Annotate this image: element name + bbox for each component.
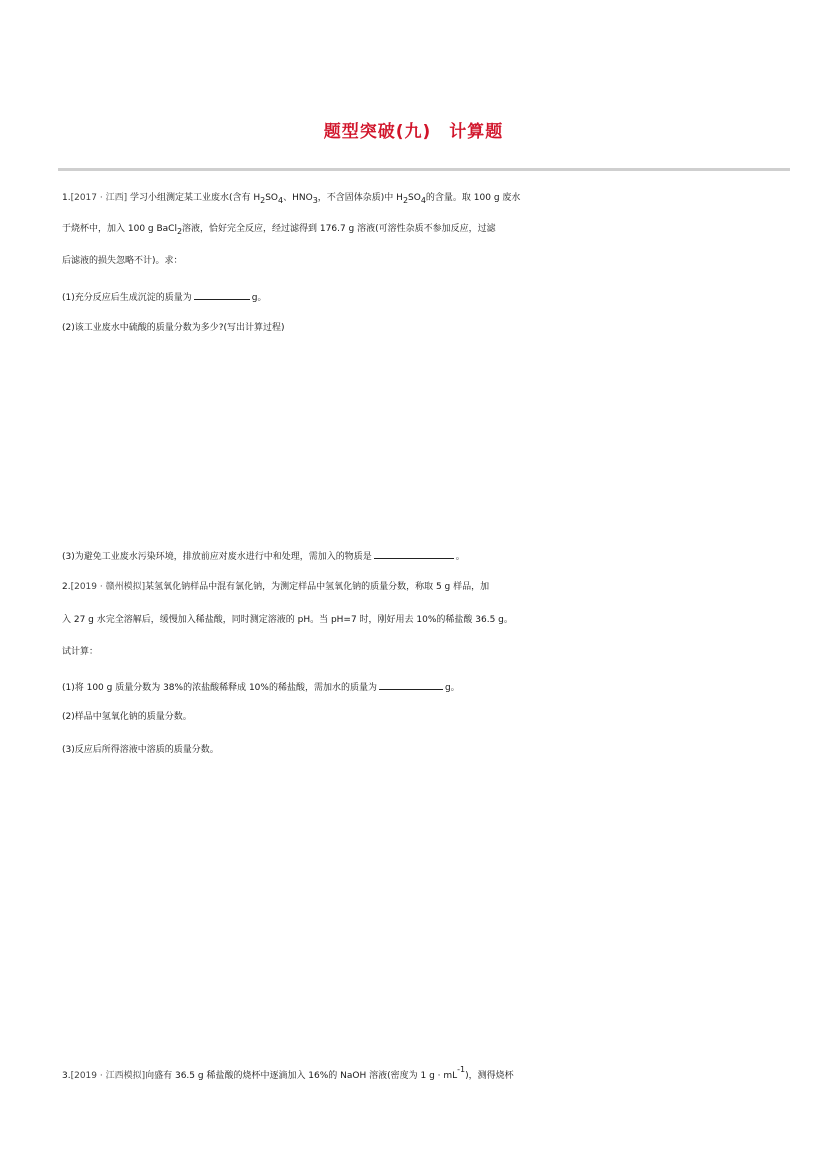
q2-line-2: 入 27 g 水完全溶解后，缓慢加入稀盐酸，同时测定溶液的 pH。当 pH=7 时，刚好用去 10%的稀盐酸 36.5 g。 (62, 615, 513, 625)
q1-part-2: (2)该工业废水中硫酸的质量分数为多少?(写出计算过程) (62, 323, 285, 333)
q3-source: [2019 · 江西模拟] (70, 1071, 146, 1081)
q2-line-3: 试计算： (62, 647, 99, 657)
q2-part-1: (1)将 100 g 质量分数为 38%的浓盐酸稀释成 10%的稀盐酸，需加水的质量为 g。 (62, 675, 762, 698)
q3-number: 3. (62, 1071, 71, 1081)
q1-line-3: 后滤液的损失忽略不计)。求： (62, 256, 183, 266)
answer-blank[interactable] (379, 675, 443, 690)
q1-number: 1. (62, 193, 71, 203)
q3-line-1: 3.[2019 · 江西模拟]向盛有 36.5 g 稀盐酸的烧杯中逐滴加入 16%的 NaOH 溶液(密度为 1 $g \cdot mL^{-1}$)，测得烧杯 (62, 1065, 514, 1081)
q1-part-1: (1)充分反应后生成沉淀的质量为 g。 (62, 285, 762, 308)
q1-part-3: (3)为避免工业废水污染环境，排放前应对废水进行中和处理，需加入的物质是 。 (62, 544, 762, 567)
q1-line-2: 于烧杯中，加入 100 g BaCl$_2$溶液，恰好完全反应，经过滤得到 176.7 g 溶液(可溶性杂质不参加反应，过滤 (62, 224, 496, 236)
title-part-2: 计算题 (449, 122, 504, 142)
q2-part-2: (2)样品中氢氧化钠的质量分数。 (62, 712, 192, 722)
answer-blank[interactable] (374, 544, 454, 559)
title-part-1: 题型突破(九) (323, 122, 432, 142)
q2-line-1: 2.[2019 · 赣州模拟]某氢氧化钠样品中混有氯化钠，为测定样品中氢氧化钠的质量分数，称取 5 g 样品，加 (62, 582, 490, 592)
title-divider (58, 168, 790, 171)
q1-line-1: 1.[2017 · 江西] 学习小组测定某工业废水(含有 $H_2SO_4$、$HNO_3$，不含固体杂质)中 $H_2SO_4$的含量。取 100 g 废水 (62, 193, 521, 205)
q2-part-3: (3)反应后所得溶液中溶质的质量分数。 (62, 745, 219, 755)
q1-source: [2017 · 江西] (70, 193, 128, 203)
q2-number: 2. (62, 582, 71, 592)
q2-source: [2019 · 赣州模拟] (70, 582, 146, 592)
page-title (0, 117, 827, 142)
answer-blank[interactable] (194, 285, 250, 300)
